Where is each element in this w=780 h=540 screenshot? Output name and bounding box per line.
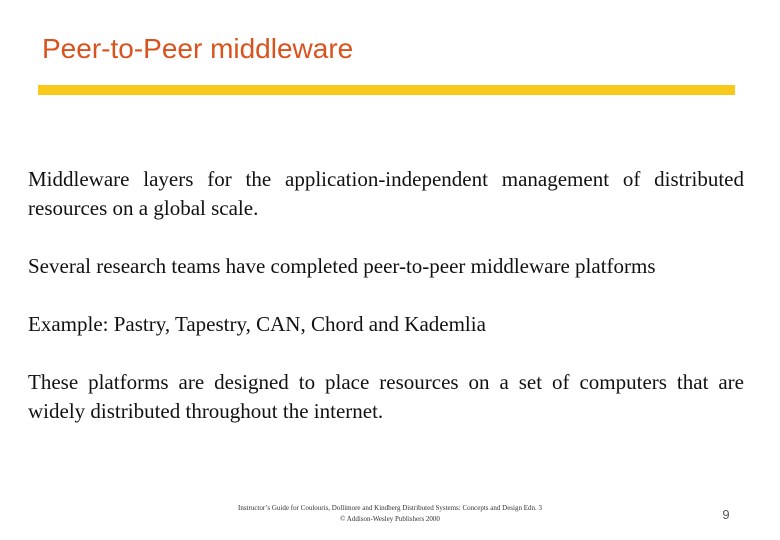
title-underline-bar bbox=[38, 85, 735, 95]
body-paragraph-2: Several research teams have completed peer-to-peer middleware platforms bbox=[28, 254, 656, 278]
slide-footer bbox=[190, 503, 590, 525]
body-paragraph-4: These platforms are designed to place resources on a set of computers that are widely distributed throughout the internet. bbox=[28, 370, 744, 423]
body-paragraph-3: Example: Pastry, Tapestry, CAN, Chord and Kademlia bbox=[28, 312, 486, 336]
footer-copyright: © Addison-Wesley Publishers 2000 bbox=[340, 515, 440, 523]
footer-citation: Instructor’s Guide for Coulouris, Dollimore and Kindberg Distributed Systems: Concepts and Design Edn. 3 bbox=[237, 504, 542, 512]
page-number: 9 bbox=[722, 507, 730, 522]
slide-title: Peer-to-Peer middleware bbox=[42, 33, 354, 64]
body-paragraph-1: Middleware layers for the application-independent management of distributed resources on a global scale. bbox=[28, 167, 744, 220]
slide-body bbox=[28, 165, 744, 426]
